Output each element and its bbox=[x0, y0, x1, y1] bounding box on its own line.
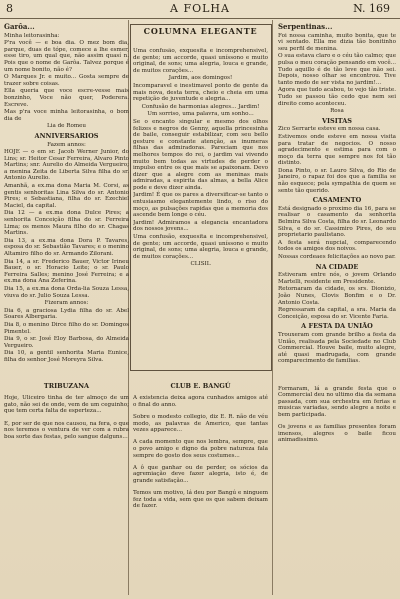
col1-p16: Dia 8, o menino Dirce filho do sr. Domingos Pimentel. bbox=[4, 321, 129, 335]
visitas-heading: VISITAS bbox=[321, 116, 353, 125]
col3-p13: Estiveram entre nós, o jovem Orlando Martelli, residente em Presidente. bbox=[278, 272, 396, 285]
bottom3-p1: Os jovens e as familias presentes foram imensos, alegres o baile ficou animadissimo. bbox=[278, 424, 396, 444]
col3-signature: Rosa bbox=[330, 108, 344, 115]
column-elegante bbox=[133, 48, 268, 383]
bottom1-p0: Hoje, Uliceiro tinha de ter almoço de um gato, não sei de onde, vem de um ceguinho; que tem certa falta de esperteza... bbox=[4, 395, 129, 415]
col3-p9: Está designado o proximo dia 16, para se realisar o casamento da senhorita Belmira Silva Costa, filha do sr. Leonardo Silva, e do sr. Cassimiro Pires, do seu proprietario paulistano. bbox=[278, 205, 396, 239]
col3-p1: O sua estava claro e o céu tão calmo; que pulsa o meu coração pensando em você... Tudo aquillo é de tão leve que não sei. Depois, nosso olhar se encontrou. Tive tanto medo de ser vista no jardim!... bbox=[278, 53, 396, 86]
col1-p3: Ella queria que voce escre-vesse mais bonzinho, Voce não quer, Poderera. Escreve. bbox=[4, 88, 129, 108]
anniversarios-heading: ANNIVERSARIOS bbox=[34, 131, 99, 140]
col2-p7: Jardim! Admiramos a elegancia encantadora dos nossos jovens... bbox=[133, 219, 268, 233]
column-club-bangu bbox=[133, 380, 268, 595]
casamento-heading: CASAMENTO bbox=[312, 196, 362, 205]
col1-p1: P'ra você — e boa dia. O mez bom dia, parque, duas de tópe, comece a lhe esmer, esse tiro, um qual que, não assim quasí n. Pois que o nome de Garôa. Talvez porque é um nome bonito, não é? bbox=[4, 40, 129, 73]
col1-p17: Dia 9, o sr. José Eloy Barbosa, do Almeida Vergueiro. bbox=[4, 336, 129, 349]
bottom1-p1: E, por ser de que nos causou, na fera, o que nos teremos o ventura de ver com a rubra boa sorte das festas, pelo sangue dalguns... bbox=[4, 420, 129, 440]
club-bangu-heading: CLUB E. BANGÚ bbox=[170, 382, 231, 390]
serpentinas-title: Serpentinas... bbox=[278, 22, 333, 31]
col1-p13: Dia 15, a ex.ma dona Orda-lia Souza Lessa, viuva do sr. Julio Souza Lessa. bbox=[4, 285, 129, 299]
col1-p2: O Marques Jr. e muito... Gosta sempre de trazer sobre coisas. bbox=[4, 74, 129, 87]
bottom2-p1: Sobre o modesto collegio, diz E. R. não de véu modo, as palavras de Americo, que tantas vezes apparece... bbox=[133, 413, 268, 434]
col1-p4: Mas p'ra voce minha leitorasinha, o bom dia de bbox=[4, 109, 129, 122]
bottom2-p0: A existencia deixa agora cunhados amigos até o final do anno. bbox=[133, 395, 268, 408]
col2-p3: Confusão de harmonias alegres... Jardim! bbox=[141, 103, 260, 110]
columna-elegante-title: COLUMNA ELEGANTE bbox=[143, 26, 258, 36]
col2-p6: Jardim! É que os pares a diversificar-se tanto o entusiasmo elegantemente lindo, o riso do moço, as pulsações rapidas que a memoria dos ascende bem longe o céu. bbox=[133, 192, 268, 219]
bottom2-p2: A cada momento que nos lembra, sempre, que o povo amigo e digno da pobre natureza fala sempre do gosto dos seus costumes... bbox=[133, 439, 268, 459]
col1-signature: Lia de Romeu bbox=[46, 123, 87, 130]
col3-p7: Dona Pinto, o sr. Lauro Silva, do Rio de Janeiro, o rapaz foi dos que a familia se não esquece; pela sympathia de quem se sente tão querido. bbox=[278, 167, 396, 194]
col1-p11: Dia 13, a ex.ma dona Dora P. Tavares, esposa do sr. Sebastião Tavares; e o menino Altamiro filho do sr. Armando Zilorani. bbox=[4, 237, 129, 257]
fizeram-annos-label: Fizeram annos: bbox=[44, 300, 89, 307]
header-issue-number: N. 169 bbox=[353, 2, 390, 15]
col2-p5: Se o encanto singular e mesmo dos olhos felizes e negros de Genny, aquella princesinha de baile, conseguir estabilizar, com seu bello gesture e constante atenção, as inumeras filhas das admiradoras. Pareciam que nos melhores tempos do rei, o jardim vai vivendo muito bem todas as virtudes de perder o impulso entre os que mais se apaixonam. Devo dizer que a alegre com as meninas mais admiradas, a espirita das almas, a bella Alice pode e deve dizer ainda. bbox=[133, 118, 268, 191]
page-header bbox=[0, 0, 400, 19]
festa-heading: A FESTA DA UNIÃO bbox=[301, 322, 373, 331]
column-festa-continued bbox=[278, 380, 396, 595]
column-rule-right bbox=[272, 20, 273, 595]
col1-p0: Minha leitorasinha: bbox=[4, 32, 60, 39]
col3-p0: Foi nossa caminha, muito bonita, que te vi sentado. Ella me dizia tão bonitinho seu perfil de menina. bbox=[278, 32, 396, 52]
col3-p6: Estivemos onde esteve em nossa visita para tratar de negocios. O nosso agradecimento e estima para com o moço da terra que sempre nos foi tão distinto. bbox=[278, 133, 396, 167]
header-left: 8 bbox=[6, 2, 13, 15]
col2-p8: Uma confusão, exquesita e incomprehensivel, de gente; um accorde, quasi uníssono e muito original, de sons; uma alegria, louca e grande, de muitos corações... bbox=[133, 234, 268, 260]
col1-p9: Amanhã, a ex.ma dona Maria M. Corsi, as gentis senhoritas Lina Silva do sr. Antonio Pires; e Sebastiana, filha do sr. Ezechiel Maciel, da capital. bbox=[4, 183, 129, 209]
column-tribuzana bbox=[4, 380, 129, 595]
fazem-annos-label: Fazem annos: bbox=[47, 141, 86, 148]
col2-p1: Jardim, aos domingos! bbox=[168, 75, 233, 82]
col3-p15: Regressaram da capital, a sra. Maria da Conceição, esposa do sr. Vicente Faria. bbox=[278, 307, 396, 320]
bottom2-p3: A ô que ganhar ou de perder, os sócios da agremiação deve fazer alegria, isto é, de grande satisfação... bbox=[133, 464, 268, 484]
col3-p2: Agora que tudo acabou, te vejo tão triste. Tudo se passou tão cedo que nem sei direito como aconteceu. bbox=[278, 87, 396, 107]
col1-p8: HOJE — o em sr. Jacob Werner Junior, do Lins; sr. Heitor Cesar Ferreira, Alvaro Pinto Martins; snr. Aurelio do Almeida Vergueiro; a menina Zeita de Liberta Silva filha do sr. Antonio Aurelio. bbox=[4, 149, 129, 182]
col3-p5: Zico Serrarte esteve em nossa casa. bbox=[278, 126, 381, 133]
col2-signature: CLISIL bbox=[190, 261, 211, 268]
col3-p17: Trouxeram com grande brilho a festa da União, realisada pela Sociedade no Club Commercial. Houve baile, muito alegre, até quasi madrugada, com grande comparecimento de familias. bbox=[278, 331, 396, 365]
garoa-title: Garôa... bbox=[4, 22, 35, 31]
col3-p10: A festa será nupcial, comparecendo todos os amigos dos noivos. bbox=[278, 239, 396, 253]
tribuzana-heading: TRIBUZANA bbox=[43, 382, 90, 390]
col1-p15: Dia 6, a graciosa Lydia filha do sr. Abel Soares Albergaria. bbox=[4, 307, 129, 321]
column-garoa bbox=[4, 22, 129, 362]
bottom3-p0: Formaram, lá a grande festa que o Commercial deu no ultimo dia da semana passada, com sua orchestra em ferias e musicas variadas, sendo alegre a noite e bem participada. bbox=[278, 385, 396, 418]
col2-p0: Uma confusão, exquesita e incomprehensivel, de gente; um accorde, quasi uníssono e muito original, de sons; uma alegria, louca e grande, de muitos corações... bbox=[133, 48, 268, 74]
col2-p2: Incomparavel e inestimavel ponto de gente da mais nova, desta terra, cheio e cheia em uma repetição de juventude e alegria... bbox=[133, 82, 268, 103]
col1-p10: Dia 12 — a ex.ma dona Dulce Pires; a senhorita Conceição filha do sr. Ferreira Lima; os menos Maura filho do sr. Chagas Martins. bbox=[4, 210, 129, 237]
col1-p12: Dia 14, a sr. Frederico Bauer, Victor Irineu Bauer, o sr. Horacio Leite; o sr. Paulo Ferreira Salles; menino José Ferreira; e a ex.ma dona Ana Zeferina. bbox=[4, 258, 129, 285]
na-cidade-heading: NA CIDADE bbox=[315, 262, 359, 271]
col1-p18: Dia 10, a gentil senhorita Maria Eunice, filha do senhor José Moreyra Silva. bbox=[4, 350, 129, 362]
col3-p14: Retornaram da cidade, os srs. Dionizio, João Nunes, Clovis Bonfim e o Dr. Antonio Costa. bbox=[278, 286, 396, 306]
header-title: A FOLHA bbox=[170, 2, 230, 15]
col2-p4: Um sorriso, uma palavra, um sonho... bbox=[147, 111, 254, 118]
bottom2-p4: Temos um motivo, lá deu por Bangú e ninguem fez toda a vida, sem que os que sabem deixam de fazer. bbox=[133, 490, 268, 510]
col3-p11: Nossas cordeaes felicitações ao novo par. bbox=[278, 254, 396, 260]
